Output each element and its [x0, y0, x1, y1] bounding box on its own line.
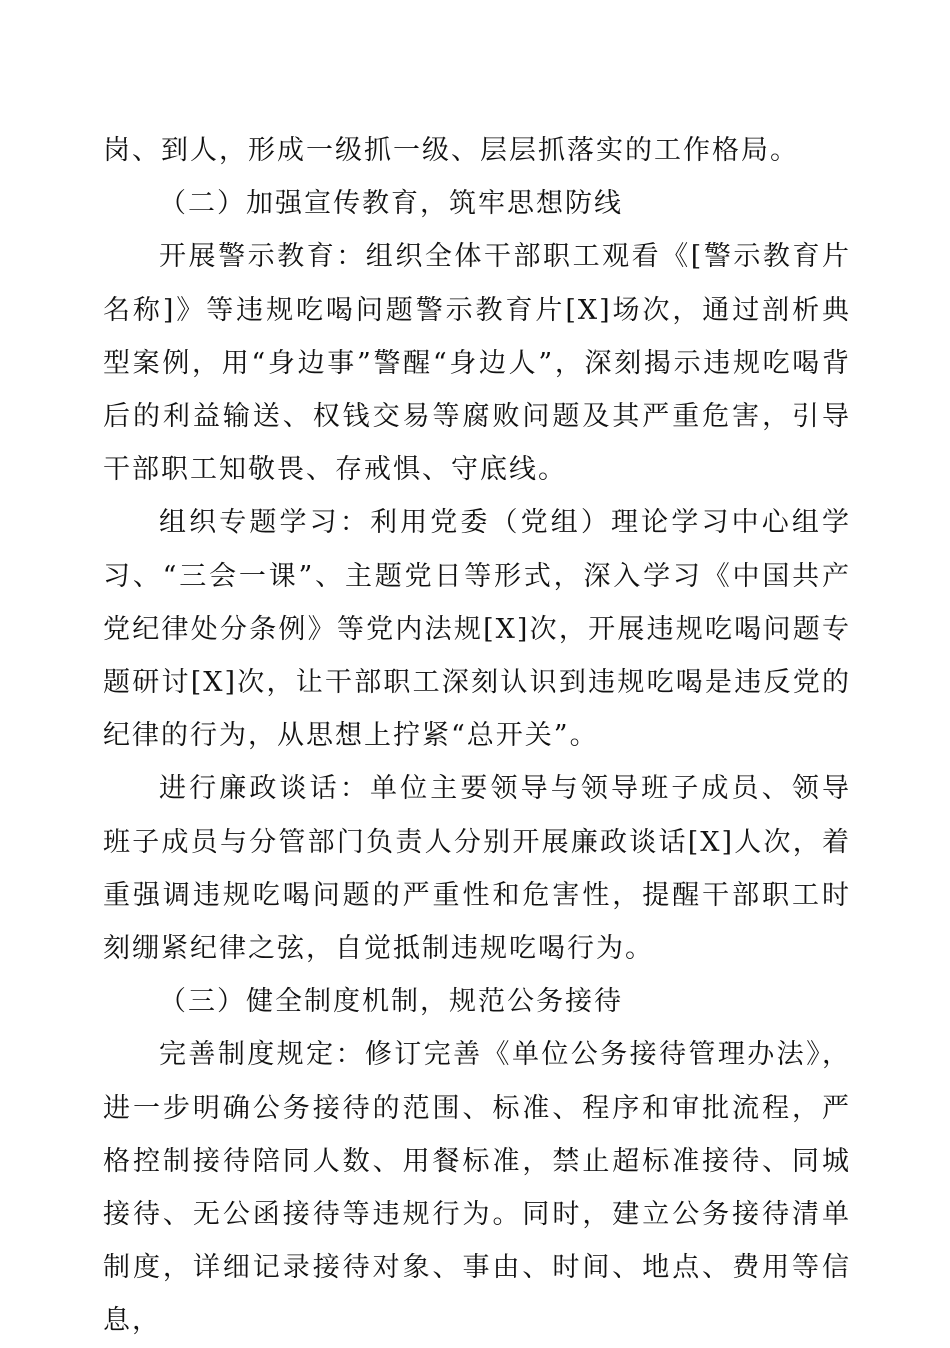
- paragraph-warning-education: 开展警示教育：组织全体干部职工观看《[警示教育片名称]》等违规吃喝问题警示教育片[X]场次，通过剖析典型案例，用“身边事”警醒“身边人”，深刻揭示违规吃喝背后的利益输送、权钱交易等腐败问题及其严重危害，引导干部职工知敬畏、存戒惧、守底线。: [103, 241, 851, 486]
- paragraph-improve-regulations: 完善制度规定：修订完善《单位公务接待管理办法》，进一步明确公务接待的范围、标准、程序和审批流程，严格控制接待陪同人数、用餐标准，禁止超标准接待、同城接待、无公函接待等违规行为。同时，建立公务接待清单制度，详细记录接待对象、事由、时间、地点、费用等信息，: [103, 1039, 851, 1337]
- section-heading-three: （三）健全制度机制，规范公务接待: [159, 986, 623, 1018]
- document-body: [103, 124, 851, 1348]
- section-heading-two: （二）加强宣传教育，筑牢思想防线: [159, 188, 623, 220]
- paragraph-special-study: 组织专题学习：利用党委（党组）理论学习中心组学习、“三会一课”、主题党日等形式，深入学习《中国共产党纪律处分条例》等党内法规[X]次，开展违规吃喝问题专题研讨[X]次，让干部职工深刻认识到违规吃喝是违反党的纪律的行为，从思想上拧紧“总开关”。: [103, 507, 851, 752]
- paragraph-continuation: 岗、到人，形成一级抓一级、层层抓落实的工作格局。: [103, 135, 799, 166]
- paragraph-integrity-talk: 进行廉政谈话：单位主要领导与领导班子成员、领导班子成员与分管部门负责人分别开展廉政谈话[X]人次，着重强调违规吃喝问题的严重性和危害性，提醒干部职工时刻绷紧纪律之弦，自觉抵制违规吃喝行为。: [103, 773, 851, 965]
